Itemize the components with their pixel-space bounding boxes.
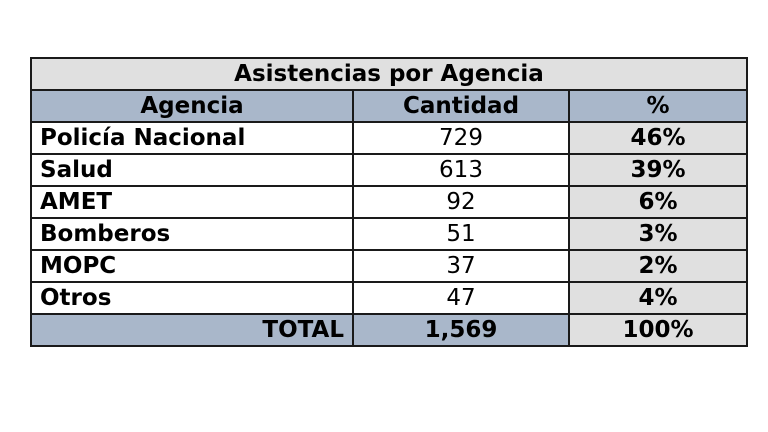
table-row	[31, 122, 747, 154]
total-label: TOTAL	[31, 314, 353, 346]
table-row	[31, 154, 747, 186]
agency-cell: Otros	[31, 282, 353, 314]
quantity-cell: 37	[353, 250, 569, 282]
total-percent: 100%	[569, 314, 747, 346]
percent-cell: 46%	[569, 122, 747, 154]
quantity-cell: 92	[353, 186, 569, 218]
header-agency: Agencia	[31, 90, 353, 122]
header-quantity: Cantidad	[353, 90, 569, 122]
quantity-cell: 729	[353, 122, 569, 154]
percent-cell: 39%	[569, 154, 747, 186]
percent-cell: 3%	[569, 218, 747, 250]
percent-cell: 4%	[569, 282, 747, 314]
agency-cell: Salud	[31, 154, 353, 186]
total-quantity: 1,569	[353, 314, 569, 346]
table-row	[31, 250, 747, 282]
agency-cell: MOPC	[31, 250, 353, 282]
quantity-cell: 51	[353, 218, 569, 250]
table-header-row	[31, 90, 747, 122]
table-row	[31, 218, 747, 250]
agency-assistance-table	[30, 57, 748, 347]
percent-cell: 6%	[569, 186, 747, 218]
table-row	[31, 186, 747, 218]
agency-cell: Policía Nacional	[31, 122, 353, 154]
table-row	[31, 282, 747, 314]
quantity-cell: 613	[353, 154, 569, 186]
table-total-row	[31, 314, 747, 346]
agency-cell: AMET	[31, 186, 353, 218]
agency-cell: Bomberos	[31, 218, 353, 250]
quantity-cell: 47	[353, 282, 569, 314]
table-title: Asistencias por Agencia	[31, 58, 747, 90]
percent-cell: 2%	[569, 250, 747, 282]
header-percent: %	[569, 90, 747, 122]
table-title-row	[31, 58, 747, 90]
